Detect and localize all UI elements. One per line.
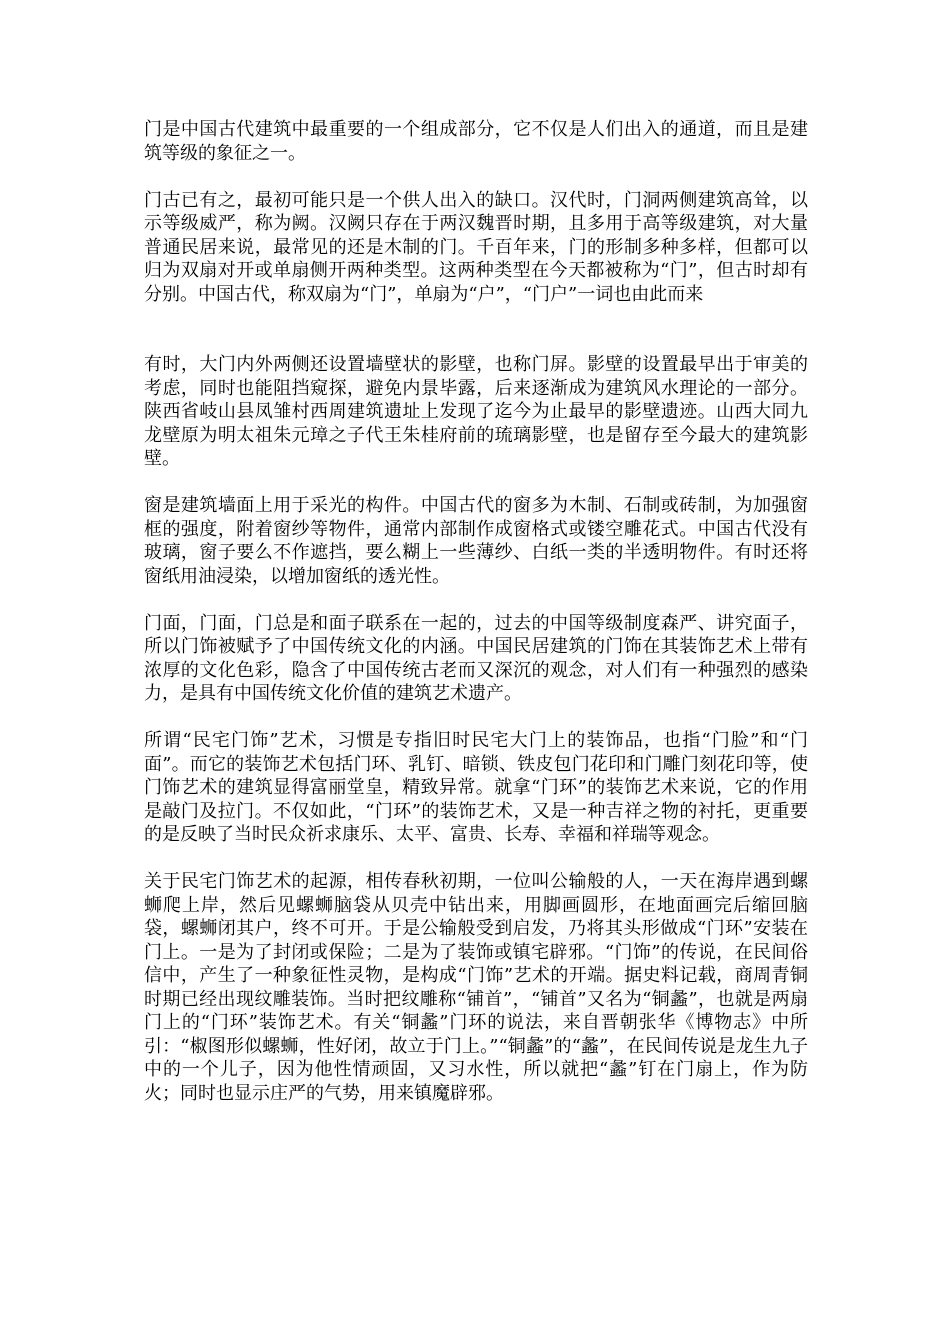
paragraph-screen-wall: 有时，大门内外两侧还设置墙壁状的影壁，也称门屏。影壁的设置最早出于审美的考虑，同时也能阻挡窥探，避免内景毕露，后来逐渐成为建筑风水理论的一部分。陕西省岐山县凤雏村西周建筑遗址上发现了迄今为止最早的影壁遗迹。山西大同九龙壁原为明太祖朱元璋之子代王朱桂府前的琉璃影壁，也是留存至今最大的建筑影壁。 [144, 354, 808, 469]
paragraph-door-history: 门古已有之，最初可能只是一个供人出入的缺口。汉代时，门洞两侧建筑高耸，以示等级威严，称为阙。汉阙只存在于两汉魏晋时期，且多用于高等级建筑，对大量普通民居来说，最常见的还是木制的门。千百年来，门的形制多种多样，但都可以归为双扇对开或单扇侧开两种类型。这两种类型在今天都被称为“门”，但古时却有分别。中国古代，称双扇为“门”，单扇为“户”，“门户”一词也由此而来 [144, 189, 808, 305]
paragraph-door-intro: 门是中国古代建筑中最重要的一个组成部分，它不仅是人们出入的通道，而且是建筑等级的象征之一。 [144, 119, 808, 164]
paragraph-spacer [144, 706, 808, 730]
document-page [144, 118, 808, 1105]
paragraph-spacer [144, 588, 808, 612]
paragraph-spacer [144, 165, 808, 189]
paragraph-door-face: 门面，门面，门总是和面子联系在一起的，过去的中国等级制度森严、讲究面子，所以门饰被赋予了中国传统文化的内涵。中国民居建筑的门饰在其装饰艺术上带有浓厚的文化色彩，隐含了中国传统古老而又深沉的观念，对人们有一种强烈的感染力，是具有中国传统文化价值的建筑艺术遗产。 [144, 612, 808, 704]
paragraph-windows: 窗是建筑墙面上用于采光的构件。中国古代的窗多为木制、石制或砖制，为加强窗框的强度，附着窗纱等物件，通常内部制作成窗格式或镂空雕花式。中国古代没有玻璃，窗子要么不作遮挡，要么糊上一些薄纱、白纸一类的半透明物件。有时还将窗纸用油浸染，以增加窗纸的透光性。 [144, 495, 808, 587]
paragraph-spacer [144, 847, 808, 871]
paragraph-spacer [144, 306, 808, 353]
paragraph-door-ornament-origin: 关于民宅门饰艺术的起源，相传春秋初期，一位叫公输般的人，一天在海岸遇到螺蛳爬上岸，然后见螺蛳脑袋从贝壳中钻出来，用脚画圆形，在地面画完后缩回脑袋，螺蛳闭其户，终不可开。于是公输般受到启发，乃将其头形做成“门环”安装在门上。一是为了封闭或保险；二是为了装饰或镇宅辟邪。“门饰”的传说，在民间俗信中，产生了一种象征性灵物，是构成“门饰”艺术的开端。据史料记载，商周青铜时期已经出现纹雕装饰。当时把纹雕称“铺首”，“铺首”又名为“铜蠡”，也就是两扇门上的“门环”装饰艺术。有关“铜蠡”门环的说法，来自晋朝张华《博物志》中所引：“椒图形似螺蛳，性好闭，故立于门上。”“铜蠡”的“蠡”，在民间传说是龙生九子中的一个儿子，因为他性情顽固，又习水性，所以就把“蠡”钉在门扇上，作为防火；同时也显示庄严的气势，用来镇魔辟邪。 [144, 871, 808, 1104]
paragraph-door-ornament-art: 所谓“民宅门饰”艺术，习惯是专指旧时民宅大门上的装饰品，也指“门脸”和“门面”。而它的装饰艺术包括门环、乳钉、暗锁、铁皮包门花印和门雕门刻花印等，使门饰艺术的建筑显得富丽堂皇，精致异常。就拿“门环”的装饰艺术来说，它的作用是敲门及拉门。不仅如此，“门环”的装饰艺术，又是一种吉祥之物的衬托，更重要的是反映了当时民众祈求康乐、太平、富贵、长寿、幸福和祥瑞等观念。 [144, 730, 808, 845]
paragraph-spacer [144, 471, 808, 495]
